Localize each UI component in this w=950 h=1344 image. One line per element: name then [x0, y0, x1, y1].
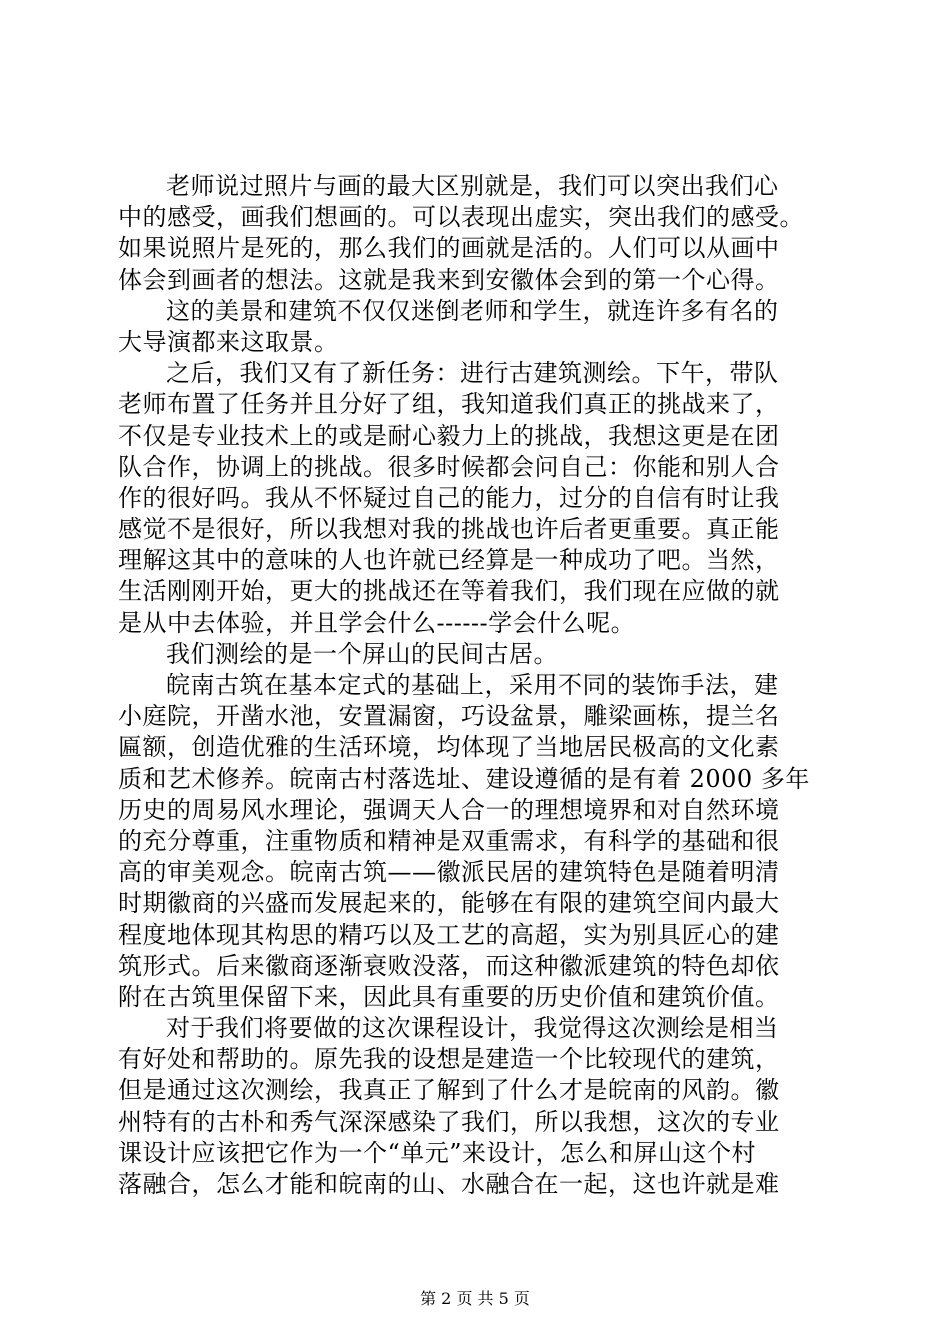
text-line: 州特有的古朴和秀气深深感染了我们，所以我想，这次的专业: [118, 1107, 780, 1136]
paragraph-first-line: 老师说过照片与画的最大区别就是，我们可以突出我们心: [166, 172, 779, 200]
text-line: 质和艺术修养。皖南古村落选址、建设遵循的是有着 2000 多年: [118, 764, 810, 793]
page-footer: 第 2 页 共 5 页: [420, 1289, 530, 1308]
text-line: 作的很好吗。我从不怀疑过自己的能力，过分的自信有时让我: [118, 483, 780, 512]
text-line: 高的审美观念。皖南古筑——徽派民居的建筑特色是随着明清: [118, 858, 780, 887]
paragraph-first-line: 皖南古筑在基本定式的基础上，采用不同的装饰手法，建: [166, 671, 779, 699]
text-line: 感觉不是很好，所以我想对我的挑战也许后者更重要。真正能: [118, 515, 780, 544]
text-line: 历史的周易风水理论，强调天人合一的理想境界和对自然环境: [118, 795, 780, 824]
text-line: 附在古筑里保留下来，因此具有重要的历史价值和建筑价值。: [118, 982, 780, 1011]
text-line: 队合作，协调上的挑战。很多时候都会问自己：你能和别人合: [118, 452, 780, 481]
paragraph-first-line: 之后，我们又有了新任务：进行古建筑测绘。下午，带队: [166, 359, 779, 388]
text-line: 课设计应该把它作为一个“单元”来设计，怎么和屏山这个村: [118, 1138, 757, 1167]
text-line: 是从中去体验，并且学会什么------学会什么呢。: [118, 608, 636, 637]
text-line: 时期徽商的兴盛而发展起来的，能够在有限的建筑空间内最大: [118, 889, 780, 918]
text-line: 生活刚刚开始，更大的挑战还在等着我们，我们现在应做的就: [118, 577, 780, 606]
text-line: 匾额，创造优雅的生活环境，均体现了当地居民极高的文化素: [118, 733, 780, 762]
text-line: 大导演都来这取景。: [118, 327, 339, 356]
paragraph-first-line: 这的美景和建筑不仅仅迷倒老师和学生，就连许多有名的: [166, 296, 779, 325]
text-line: 中的感受，画我们想画的。可以表现出虚实，突出我们的感受。: [118, 203, 804, 232]
text-line: 落融合，怎么才能和皖南的山、水融合在一起，这也许就是难: [118, 1170, 780, 1198]
paragraph-first-line: 我们测绘的是一个屏山的民间古居。: [166, 639, 558, 668]
text-line: 老师布置了任务并且分好了组，我知道我们真正的挑战来了，: [118, 390, 780, 419]
text-line: 的充分尊重，注重物质和精神是双重需求，有科学的基础和很: [118, 826, 780, 855]
document-body: [118, 171, 836, 1200]
text-line: 但是通过这次测绘，我真正了解到了什么才是皖南的风韵。徽: [118, 1076, 780, 1105]
paragraph-first-line: 对于我们将要做的这次课程设计，我觉得这次测绘是相当: [166, 1014, 779, 1043]
text-line: 理解这其中的意味的人也许就已经算是一种成功了吧。当然，: [118, 546, 780, 575]
text-line: 不仅是专业技术上的或是耐心毅力上的挑战，我想这更是在团: [118, 421, 780, 450]
text-line: 筑形式。后来徽商逐渐衰败没落，而这种徽派建筑的特色却依: [118, 951, 780, 980]
text-line: 有好处和帮助的。原先我的设想是建造一个比较现代的建筑，: [118, 1045, 780, 1074]
text-line: 程度地体现其构思的精巧以及工艺的高超，实为别具匠心的建: [118, 920, 780, 949]
text-line: 小庭院，开凿水池，安置漏窗，巧设盆景，雕梁画栋，提兰名: [118, 702, 780, 731]
text-line: 体会到画者的想法。这就是我来到安徽体会到的第一个心得。: [118, 265, 780, 294]
text-line: 如果说照片是死的，那么我们的画就是活的。人们可以从画中: [118, 234, 780, 263]
